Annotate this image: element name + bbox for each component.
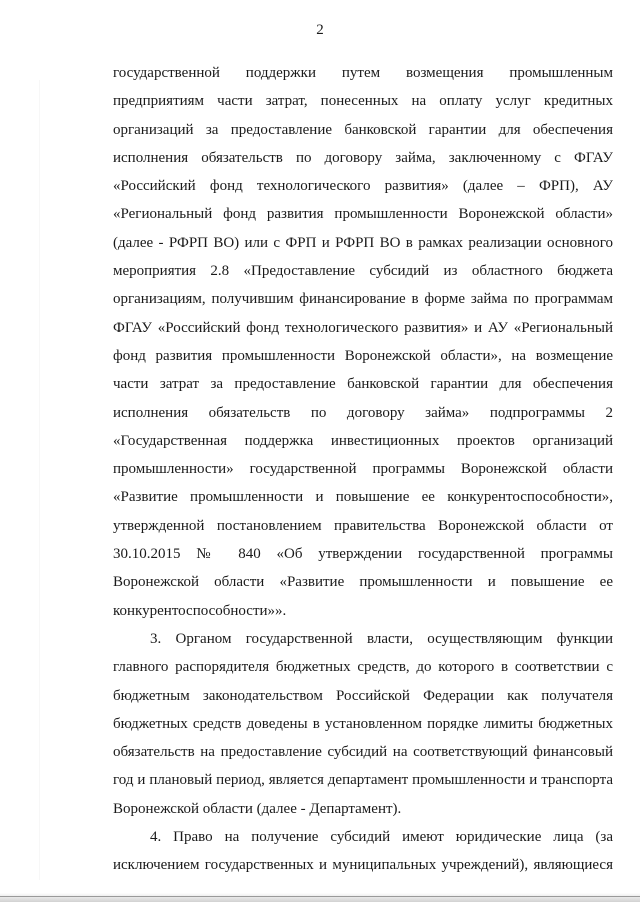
text-line: ФГАУ «Российский фонд технологического развития» и АУ «Региональный bbox=[113, 319, 613, 336]
text-line: промышленности» государственной программы Воронежской области bbox=[113, 461, 613, 478]
page-number: 2 bbox=[316, 22, 324, 38]
text-line: «Государственная поддержка инвестиционных проектов организаций bbox=[113, 432, 613, 449]
text-line: части затрат за предоставление банковской гарантии для обеспечения bbox=[113, 376, 613, 393]
text-line: фонд развития промышленности Воронежской области», на возмещение bbox=[113, 347, 613, 364]
text-line: 30.10.2015 № 840 «Об утверждении государственной программы bbox=[113, 546, 613, 563]
text-line: исполнения обязательств по договору займа» подпрограммы 2 bbox=[113, 404, 613, 421]
text-line: главного распорядителя бюджетных средств, до которого в соответствии с bbox=[113, 659, 613, 676]
text-line: организаций за предоставление банковской гарантии для обеспечения bbox=[113, 121, 613, 138]
text-line: мероприятия 2.8 «Предоставление субсидий из областного бюджета bbox=[113, 263, 613, 280]
text-line-paragraph-end: Воронежской области (далее - Департамент). bbox=[113, 800, 402, 817]
text-line: утвержденной постановлением правительства Воронежской области от bbox=[113, 517, 613, 534]
text-line: обязательств на предоставление субсидий на соответствующий финансовый bbox=[113, 744, 613, 761]
text-line: исполнения обязательств по договору займа, заключенному с ФГАУ bbox=[113, 149, 613, 166]
text-line: организациям, получившим финансирование в форме займа по программам bbox=[113, 291, 613, 308]
scan-bottom-edge-line bbox=[0, 896, 640, 897]
text-line: «Российский фонд технологического развития» (далее – ФРП), АУ bbox=[113, 178, 613, 195]
text-line: Воронежской области «Развитие промышленности и повышение ее bbox=[113, 574, 613, 591]
text-line: бюджетным законодательством Российской Федерации как получателя bbox=[113, 687, 613, 704]
text-line: (далее - РФРП ВО) или с ФРП и РФРП ВО в рамках реализации основного bbox=[113, 234, 613, 251]
text-line: «Региональный фонд развития промышленности Воронежской области» bbox=[113, 206, 613, 223]
scan-bottom-edge bbox=[0, 893, 640, 902]
text-line-paragraph-end: конкурентоспособности»». bbox=[113, 602, 287, 619]
text-line: «Развитие промышленности и повышение ее конкурентоспособности», bbox=[113, 489, 613, 506]
text-line: предприятиям части затрат, понесенных на оплату услуг кредитных bbox=[113, 93, 613, 110]
text-line: исключением государственных и муниципальных учреждений), являющиеся bbox=[113, 857, 613, 874]
scan-margin-shadow bbox=[39, 80, 40, 880]
text-line: бюджетных средств доведены в установленном порядке лимиты бюджетных bbox=[113, 715, 613, 732]
text-line-paragraph-3-start: 3. Органом государственной власти, осуществляющим функции bbox=[150, 630, 613, 647]
document-body bbox=[113, 59, 613, 880]
text-line: государственной поддержки путем возмещения промышленным bbox=[113, 65, 613, 81]
text-line: год и плановый период, является департамент промышленности и транспорта bbox=[113, 772, 613, 789]
text-line-paragraph-4-start: 4. Право на получение субсидий имеют юридические лица (за bbox=[150, 829, 613, 846]
